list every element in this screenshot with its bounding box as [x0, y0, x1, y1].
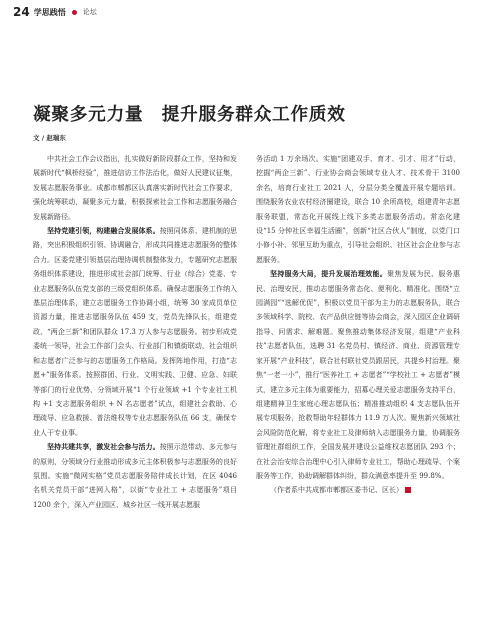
- page-header: [13, 6, 97, 18]
- author-note: [256, 483, 460, 497]
- paragraph: [256, 267, 460, 483]
- article-title: 凝聚多元力量 提升服务群众工作质效: [33, 105, 346, 125]
- paragraph-text: 按照示范带动、多元参与的原则，分领域分行业推动形成多元主体积极参与志愿服务的良好氛围。实施“微网实格”党员志愿服务陪伴成长计划，在区 4046 名机关党员干部“进网入格”，以街“专业社工 + 志愿服务”项目 1200 余个，深入产业园区、城乡社区一线开展志愿服: [33, 443, 238, 509]
- paragraph: [33, 152, 237, 224]
- paragraph: [256, 152, 460, 267]
- paragraph-text: 务活动 1 万余场次。实施“团建双手、育才、引才、用才”行动，挖掘“两企三新”、行业协会商会领域专业人才、技术骨干 3100 余名，培育行业社工 2021 人，分层分类全覆盖开展专题培训。围绕服务农业农村经济圈建设，联合 10 余所高校，组建青年志愿服务联盟，常态化开展线上线下多类志愿服务活动。常态化建设“15 分钟社区幸福生活圈”，创新“社区合伙人”制度，以党门口小修小补、邻里互助为重点，引导社会组织、社区社会企业参与志愿服务。: [256, 155, 460, 264]
- end-mark-icon: [405, 487, 411, 493]
- paragraph-lead: 坚持党建引领，构建融合发展体系。: [47, 227, 160, 236]
- section-title: 学思践悟: [33, 7, 66, 17]
- bullet-dot-icon: [72, 10, 77, 15]
- left-column: [33, 152, 237, 512]
- paragraph-lead: 坚持服务大局，提升发展治理效能。: [270, 270, 388, 279]
- author-note-text: （作者系中共成都市郫都区委书记、区长）: [270, 486, 403, 495]
- paragraph-text: 中共社会工作会议指出，扎实做好新阶段群众工作，坚持和发展新时代“枫桥经验”，推进信访工作法治化，做好人民建议征集，发展志愿服务事业。成都市郫都区认真落实新时代社会工作要求，强化统筹联动，凝聚多元力量，积极探索社会工作和志愿服务融合发展新路径。: [33, 155, 237, 221]
- paragraph-text: 聚焦发展为民、服务惠民、治理安民，推动志愿服务常态化、便利化、精准化。围绕“立园满园”“选解优促”，积极以党员干部为主力的志愿服务队，联合多领域科学、院校、农产品供应链等协会商会，深入园区企业调研指导、问需求、解难题。聚焦推动集体经济发展，组建“产业科技”志愿者队伍，选聘 31 名党员村、镇经济、商业、资源管理专家开展“产业科技”，联合社村联社党员跟居民，共提乡村治理。聚焦“一老一小”，推行“医养社工 + 志愿者”“学校社工 + 志愿者”模式，建立多元主体为重要能力，招募心理关爱志愿服务支持平台，组建精神卫生家庭心理志愿队伍；精准推动组织 4 支志愿队伍开展专项服务，抢救帮助年轻群体力 11.9 万人次。聚焦新兴领域社会风险防范化解，将专业社工及律师纳入志愿服务力量，协调服务管理社群组织工作，全国发展并建设公益维权志愿团队 293 个；在社会治安综合治理中心引入律师专业社工，帮助心理疏导、个案服务等工作，协助调解群体纠纷，群众满意率提升至 99.8%。: [256, 270, 461, 480]
- paragraph: [33, 440, 237, 512]
- page-number: 24: [13, 5, 30, 19]
- paragraph: [33, 224, 237, 440]
- right-column: [256, 152, 460, 498]
- paragraph-lead: 坚持共建共享，激发社会参与活力。: [47, 443, 160, 452]
- column-name: 论坛: [82, 8, 97, 16]
- article-author: 文 / 赵瑞东: [33, 134, 66, 142]
- paragraph-text: 按照同体系、建机制的思路，突出积极组织引领、协调融合，形成共同推进志愿服务的整体合力。区委党建引领基层治理协调机制整体发力，专题研究志愿服务组织体系建设，推进形成社会部门统筹、行业（综合）党委、专业志愿服务队伍党支部的三级党组织体系。确保志愿服务工作纳入基层治理体系，建立志愿服务工作协调小组，统筹 30 家成员单位资源力量，推进志愿服务队伍 459 支，党员先锋队长，组建党政、“两企三新”和团队群众 17.3 万人参与志愿服务。初步形成党委统一领导，社会工作部门会头、行业部门和镇街联动，社会组织和志愿者广泛参与的志愿服务工作格局。发挥阵地作用，打造“志愿+”服务体系。按照群团、行业、文明实践、卫健、应急、妇联等部门的行业优势，分领域开展“1 个行业领域 +1 个专业社工机构 +1 支志愿服务组织 + N 名志愿者”试点，组建社会救助、心理疏导、应急救援、普法维权等专业志愿服务队伍 66 支，确保专业人干专业事。: [33, 227, 238, 437]
